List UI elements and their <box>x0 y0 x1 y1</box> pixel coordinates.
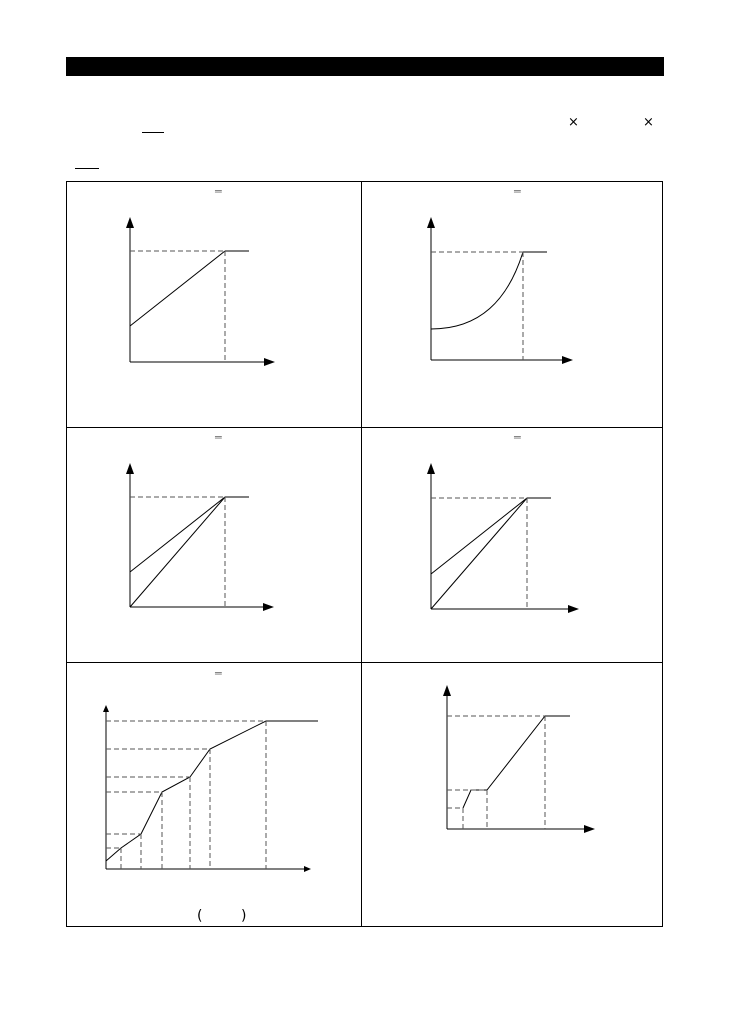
paren-open: ( <box>197 908 203 924</box>
times-sign-2: × <box>643 115 654 130</box>
x-axis-arrow <box>584 825 595 833</box>
cell-equals-4: ═ <box>514 431 521 444</box>
cell-equals-3: ═ <box>215 431 222 444</box>
times-sign-1: × <box>568 115 579 130</box>
paren-close: ) <box>241 908 247 924</box>
curve-line <box>463 716 570 808</box>
cell-equals-5: ═ <box>215 667 222 680</box>
cell-equals-2: ═ <box>514 185 521 198</box>
cell-equals-1: ═ <box>215 185 222 198</box>
y-axis-arrow <box>443 685 451 696</box>
